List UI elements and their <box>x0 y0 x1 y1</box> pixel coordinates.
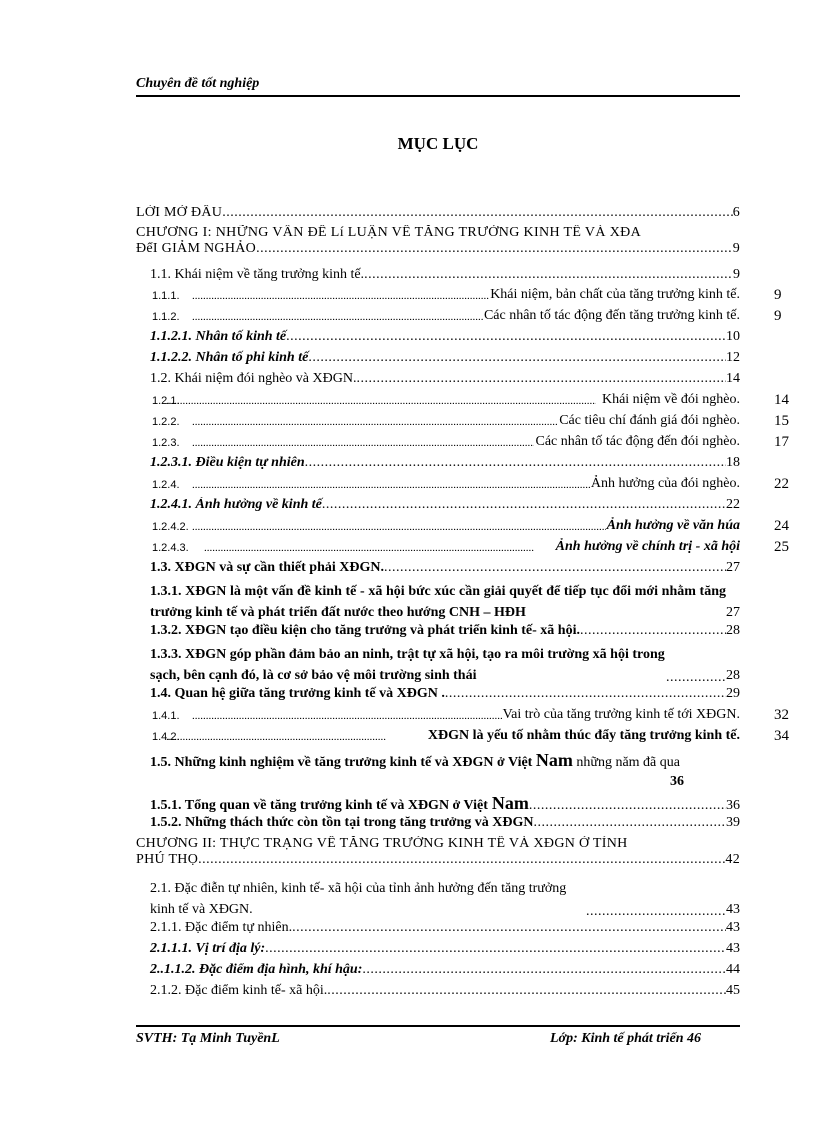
toc-entry-text-cont: những năm đã qua <box>576 755 680 770</box>
toc-entry-text: 1.2. Khái niệm đói nghèo và XĐGN. <box>150 371 357 386</box>
toc-entry-text: 1.3.1. XĐGN là một vấn đề kinh tế - xã hội bức xúc cần giải quyết để tiếp tục đổi mới nhằm tăng trưởng kinh tế và phát triển đất nước theo hướng CNH – HĐH <box>150 584 726 620</box>
toc-entry-number: 1.1.2. <box>152 311 180 323</box>
toc-entry-text: Ảnh hưởng về văn húa <box>606 518 740 533</box>
toc-entry-1-2-4-1[interactable] <box>136 497 740 518</box>
toc-entry-text: 2..1.1.2. Đặc điểm địa hình, khí hậu: <box>150 962 363 977</box>
toc-entry-page: 15 <box>774 413 789 429</box>
toc-entry-number: 1.4.1. <box>152 710 180 722</box>
toc-entry-text: 1.5. Những kinh nghiệm về tăng trưởng kinh tế và XĐGN ở Việt <box>150 755 533 770</box>
toc-entry-page: 43 <box>726 920 740 935</box>
toc-entry-number: 1.2.3. <box>152 437 180 449</box>
toc-entry-page: 44 <box>726 962 740 977</box>
footer-author: SVTH: Tạ Minh TuyềnL <box>136 1031 280 1046</box>
toc-entry-2-1-2[interactable] <box>136 983 740 1004</box>
toc-entry-chapter-2[interactable] <box>136 836 796 878</box>
toc-entry-page: 17 <box>774 434 789 450</box>
toc-entry-1-1-1[interactable] <box>136 287 796 308</box>
toc-entry-text: Vai trò của tăng trưởng kinh tế tới XĐGN. <box>502 707 740 722</box>
toc-entry-page: 27 <box>726 560 740 575</box>
toc-entry-text: Khái niệm, bản chất của tăng trưởng kinh tế. <box>490 287 740 302</box>
toc-entry-1-1-2-2[interactable] <box>136 350 740 371</box>
toc-entry-text: 1.1.2.1. Nhân tố kinh tế <box>150 329 287 344</box>
toc-entry-1-2-2[interactable] <box>136 413 796 434</box>
toc-entry-page: 9 <box>733 267 740 282</box>
toc-entry-page: 28 <box>726 668 740 683</box>
toc-entry-1-2-3[interactable] <box>136 434 796 455</box>
toc-entry-page: 29 <box>726 686 740 701</box>
toc-entry-text-emph: Nam <box>535 750 573 770</box>
toc-entry-text-cont: ĐểI GIẢM NGHẢO <box>136 241 257 256</box>
toc-entry-page: 43 <box>726 902 740 917</box>
toc-entry-page: 45 <box>726 983 740 998</box>
toc-entry-1-1-2-1[interactable] <box>136 329 740 350</box>
toc-entry-text: 1.4. Quan hệ giữa tăng trưởng kinh tế và XĐGN . <box>150 686 445 701</box>
toc-entry-1-2-4-2[interactable] <box>136 518 796 539</box>
toc-entry-text: 1.2.3.1. Điều kiện tự nhiên <box>150 455 305 470</box>
toc-entry-1-5-2[interactable] <box>136 815 740 836</box>
toc-entry-chapter-1[interactable] <box>136 225 796 265</box>
toc-entry-1-2[interactable] <box>136 371 740 392</box>
toc-entry-text: 1.1.2.2. Nhân tố phi kinh tế <box>150 350 309 365</box>
toc-entry-number: 1.2.1. <box>152 395 180 407</box>
toc-entry-page: 22 <box>726 497 740 512</box>
toc-entry-number: 1.4.2. <box>152 731 180 743</box>
toc-entry-1-5[interactable] <box>136 749 740 793</box>
toc-entry-1-3-3[interactable] <box>136 644 740 686</box>
toc-entry-text: 1.5.1. Tổng quan về tăng trưởng kinh tế và XĐGN ở Việt <box>150 798 488 813</box>
toc-entry-1-1-2[interactable] <box>136 308 796 329</box>
page-title: MỤC LỤC <box>397 134 479 153</box>
toc-entry-text: 1.3.3. XĐGN góp phần đảm bảo an ninh, trật tự xã hội, tạo ra môi trường xã hội trong sạch, bên cạnh đó, là cơ sở bảo vệ môi trường sinh thái <box>150 647 665 683</box>
toc-entry-text: 2.1.2. Đặc điểm kinh tế- xã hội. <box>150 983 328 998</box>
toc-entry-number: 1.1.1. <box>152 290 180 302</box>
toc-entry-page: 9 <box>732 241 740 256</box>
toc-entry-1-3[interactable] <box>136 560 740 581</box>
toc-entry-text: 1.1. Khái niệm về tăng trưởng kinh tế. <box>150 267 365 282</box>
toc-entry-text: Ảnh hưởng của đói nghèo. <box>590 476 740 491</box>
header-rule <box>136 95 740 97</box>
toc-entry-text: XĐGN là yếu tố nhằm thúc đẩy tăng trưởng kinh tế. <box>427 728 740 743</box>
toc-entry-page: 24 <box>774 518 789 534</box>
toc-entry-page: 22 <box>774 476 789 492</box>
toc-entry-page: 6 <box>732 205 740 220</box>
toc-entry-1-2-1[interactable] <box>136 392 796 413</box>
toc-entry-1-2-3-1[interactable] <box>136 455 740 476</box>
toc-entry-intro[interactable] <box>136 205 796 225</box>
toc-entry-text: Các nhân tố tác động đến đói nghèo. <box>535 434 740 449</box>
toc-entry-page: 27 <box>726 605 740 620</box>
toc-entry-page: 10 <box>726 329 740 344</box>
footer-class: Lớp: Kinh tế phát triển 46 <box>550 1031 702 1046</box>
toc-entry-page: 18 <box>726 455 740 470</box>
toc-entry-page: 34 <box>774 728 789 744</box>
toc-entry-number: 1.2.4.2. <box>152 521 189 533</box>
toc-entry-text: 2.1.1.1. Vị trí địa lý: <box>150 941 266 956</box>
toc-entry-text: 2.1.1. Đặc điểm tự nhiên. <box>150 920 293 935</box>
toc-entry-page: 32 <box>774 707 789 723</box>
toc-entry-page: 36 <box>726 798 740 813</box>
toc-entry-1-2-4-3[interactable] <box>136 539 796 560</box>
header-title: Chuyên đề tốt nghiệp <box>136 76 260 91</box>
toc-entry-number: 1.2.2. <box>152 416 180 428</box>
toc-entry-2-1-1-1[interactable] <box>136 941 740 962</box>
footer-rule <box>136 1025 740 1027</box>
toc-entry-page: 36 <box>670 774 684 789</box>
toc-entry-text-cont: PHÚ THỌ <box>136 852 199 867</box>
toc-entry-1-4[interactable] <box>136 686 740 707</box>
toc-entry-1-3-1[interactable] <box>136 581 740 623</box>
toc-entry-page: 14 <box>774 392 789 408</box>
toc-entry-text-emph: Nam <box>491 793 529 813</box>
toc-entry-text: Các tiêu chí đánh giá đói nghèo. <box>559 413 740 428</box>
toc-entry-text: 1.2.4.1. Ảnh hưởng về kinh tế <box>150 497 322 512</box>
toc-entry-text: 1.3.2. XĐGN tạo điều kiện cho tăng trưởng và phát triển kinh tế- xã hội. <box>150 623 580 638</box>
toc-entry-text: Ảnh hưởng về chính trị - xã hội <box>555 539 740 554</box>
toc-entry-text: CHƯƠNG I: NHỮNG VẤN ĐỀ Lí LUẬN VỀ TĂNG TRƯỞNG KINH TẾ VÀ XĐA <box>136 225 642 240</box>
toc-entry-1-1[interactable] <box>136 265 740 287</box>
toc-entry-1-5-1[interactable] <box>136 793 740 815</box>
toc-entry-page: 28 <box>726 623 740 638</box>
toc-entry-text: Các nhân tố tác động đến tăng trưởng kinh tế. <box>483 308 740 323</box>
toc-entry-text: 1.5.2. Những thách thức còn tồn tại trong tăng trưởng và XĐGN <box>150 815 534 830</box>
toc-entry-page: 9 <box>774 287 782 303</box>
toc-entry-page: 43 <box>726 941 740 956</box>
toc-entry-text: 1.3. XĐGN và sự cần thiết phải XĐGN. <box>150 560 384 575</box>
toc-entry-page: 42 <box>725 852 740 867</box>
toc-entry-2-1[interactable] <box>136 878 740 920</box>
toc-entry-2-1-1[interactable] <box>136 920 740 941</box>
toc-entry-page: 25 <box>774 539 789 555</box>
toc-entry-text: 2.1. Đặc điễn tự nhiên, kinh tế- xã hội của tỉnh ảnh hưởng đến tăng trưởng kinh tế và XĐGN. <box>150 881 567 917</box>
toc-entry-text: LỜI MỞ ĐẦU <box>136 205 223 220</box>
toc-entry-1-3-2[interactable] <box>136 623 740 644</box>
toc-entry-number: 1.2.4.3. <box>152 542 189 554</box>
toc-entry-text: CHƯƠNG II: THỰC TRẠNG VỀ TĂNG TRƯỞNG KINH TẾ VÀ XĐGN Ở TỈNH <box>136 836 628 851</box>
toc-entry-1-2-4[interactable] <box>136 476 796 497</box>
toc-entry-page: 39 <box>726 815 740 830</box>
toc-entry-page: 14 <box>726 371 740 386</box>
toc-entry-1-4-2[interactable] <box>136 728 796 749</box>
toc-entry-1-4-1[interactable] <box>136 707 796 728</box>
toc-entry-2-1-1-2[interactable] <box>136 962 740 983</box>
toc-entry-number: 1.2.4. <box>152 479 180 491</box>
toc-entry-page: 9 <box>774 308 782 324</box>
toc-entry-text: Khái niệm về đói nghèo. <box>601 392 740 407</box>
table-of-contents <box>136 205 796 1004</box>
toc-entry-page: 12 <box>726 350 740 365</box>
